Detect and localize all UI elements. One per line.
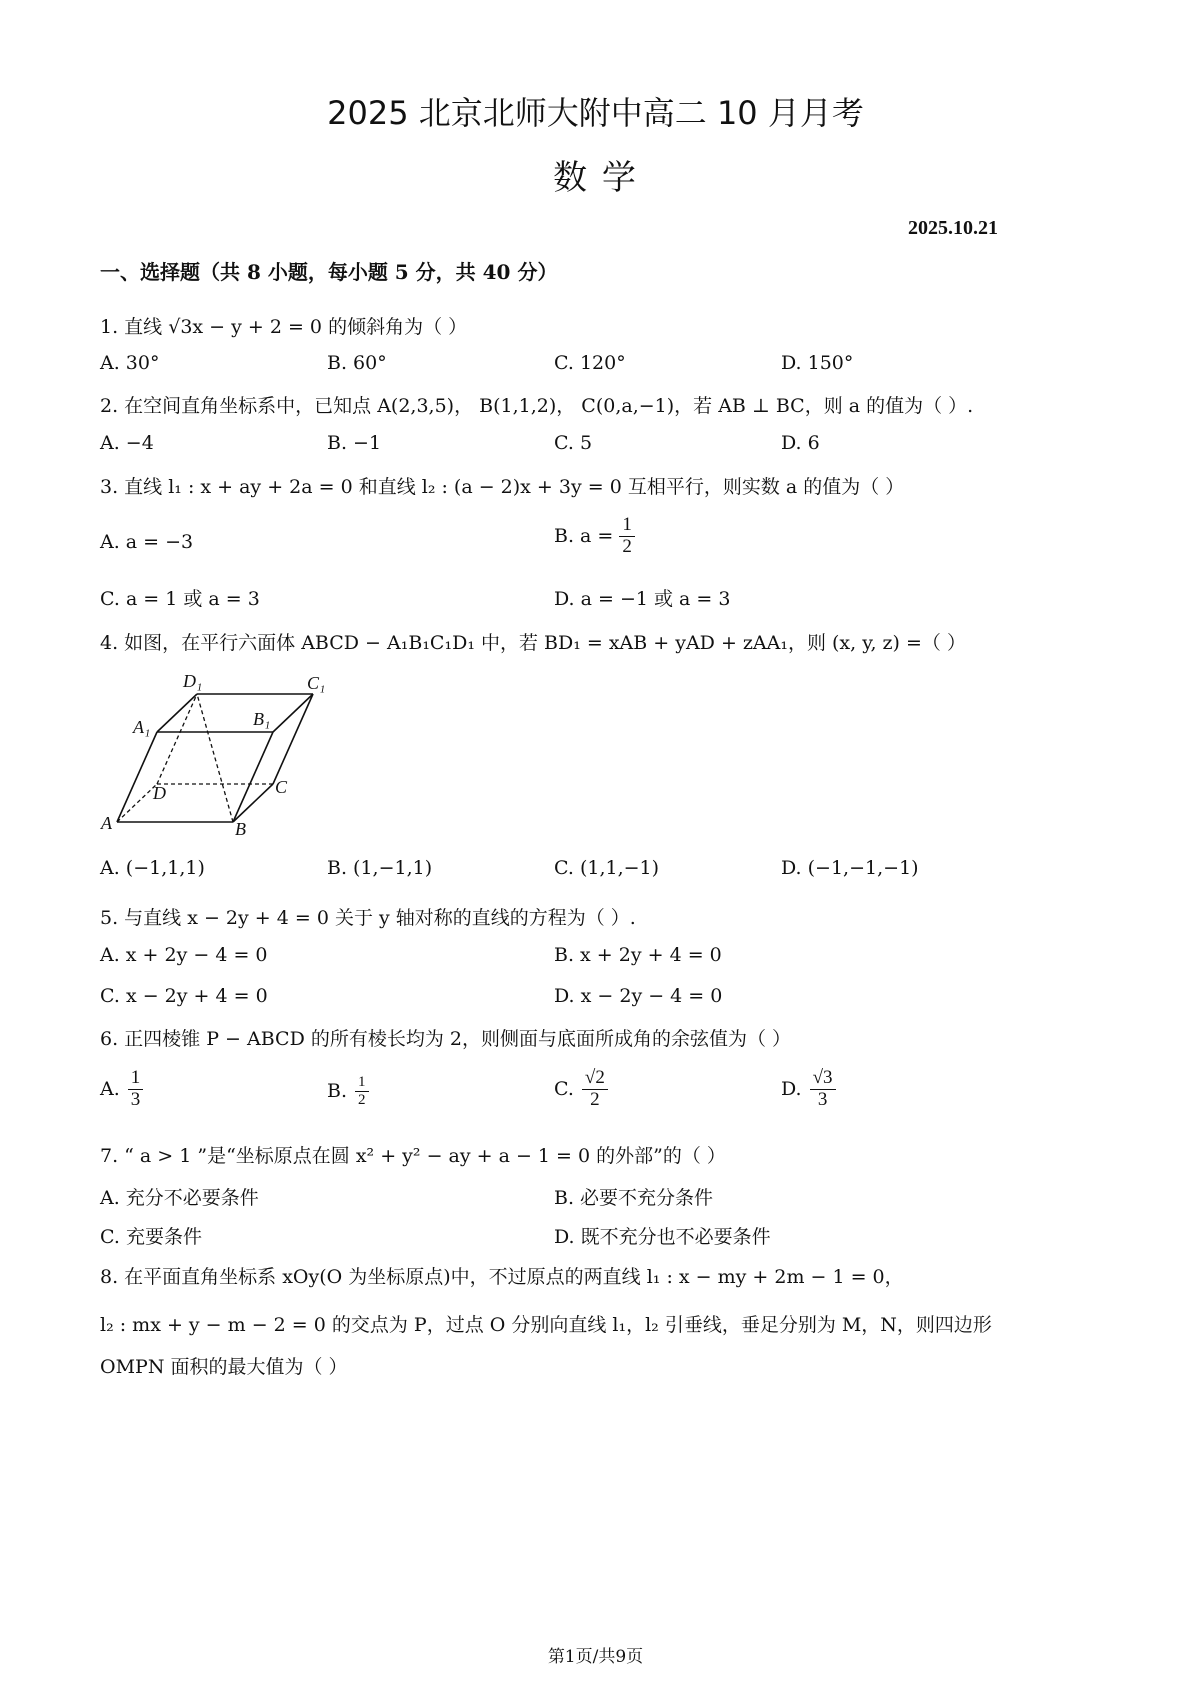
q5-option-b: B. x + 2y + 4 = 0 (554, 944, 722, 966)
q2-option-b: B. −1 (327, 432, 382, 454)
label-A1: A₁ (133, 717, 151, 737)
edge-BC (233, 784, 273, 822)
q4-option-d: D. (−1,−1,−1) (781, 857, 919, 879)
q6-option-c-fraction (582, 1068, 608, 1111)
question-8-stem-line-2: l₂ : mx + y − m − 2 = 0 的交点为 P，过点 O 分别向直线 l₁，l₂ 引垂线，垂足分别为 M，N，则四边形 (100, 1314, 992, 1336)
edge-BB1 (233, 732, 273, 822)
parallelepiped-figure (95, 665, 345, 845)
q6-option-b-letter: B. (327, 1080, 348, 1102)
q1-option-a: A. 30° (100, 352, 160, 374)
question-3-stem: 3. 直线 l₁ : x + ay + 2a = 0 和直线 l₂ : (a − 2)x + 3y = 0 互相平行，则实数 a 的值为（ ） (100, 476, 905, 498)
edge-DD1-hidden (157, 694, 197, 784)
edge-A1D1 (157, 694, 197, 732)
q4-option-b: B. (1,−1,1) (327, 857, 433, 879)
subject-title: 数 学 (553, 158, 638, 198)
q3-option-b-fraction (619, 515, 635, 558)
fraction-denominator: 2 (622, 535, 632, 557)
q2-option-d: D. 6 (781, 432, 820, 454)
q5-option-a: A. x + 2y − 4 = 0 (100, 944, 268, 966)
q3-option-b-label: B. a = (554, 525, 614, 548)
q3-option-c: C. a = 1 或 a = 3 (100, 588, 260, 610)
q7-option-b: B. 必要不充分条件 (554, 1187, 714, 1209)
q5-option-c: C. x − 2y + 4 = 0 (100, 985, 268, 1007)
q7-option-d: D. 既不充分也不必要条件 (554, 1226, 771, 1248)
fraction-denominator: 3 (130, 1088, 141, 1110)
page-number: 第1页/共9页 (547, 1647, 644, 1667)
label-C1: C₁ (307, 673, 326, 693)
q6-option-c (554, 1068, 608, 1111)
q6-option-a-letter: A. (100, 1078, 120, 1101)
question-8-stem-line-1: 8. 在平面直角坐标系 xOy(O 为坐标原点)中，不过原点的两直线 l₁ : x − my + 2m − 1 = 0， (100, 1266, 904, 1288)
q6-option-c-letter: C. (554, 1078, 574, 1101)
q6-option-d (781, 1068, 836, 1111)
q3-option-a: A. a = −3 (100, 531, 194, 553)
fraction-numerator: 1 (128, 1068, 144, 1090)
q1-option-c: C. 120° (554, 352, 626, 374)
fraction-numerator: 1 (355, 1074, 369, 1092)
q2-option-c: C. 5 (554, 432, 593, 454)
question-5-stem: 5. 与直线 x − 2y + 4 = 0 关于 y 轴对称的直线的方程为（ ）. (100, 907, 636, 929)
edge-AD-hidden (117, 784, 157, 822)
page-title: 2025 北京北师大附中高二 10 月月考 (327, 94, 864, 132)
section-heading: 一、选择题（共 8 小题，每小题 5 分，共 40 分） (100, 260, 558, 284)
q3-option-d: D. a = −1 或 a = 3 (554, 588, 731, 610)
q7-option-a: A. 充分不必要条件 (100, 1187, 259, 1209)
edge-B1C1 (273, 694, 313, 732)
q6-option-d-fraction (810, 1068, 836, 1111)
edge-CC1 (273, 694, 313, 784)
exam-date: 2025.10.21 (908, 217, 998, 239)
fraction-numerator: 1 (619, 515, 635, 537)
fraction-denominator: 2 (590, 1088, 600, 1110)
fraction-numerator: √2 (582, 1068, 608, 1090)
fraction-numerator: √3 (810, 1068, 836, 1090)
question-6-stem: 6. 正四棱锥 P − ABCD 的所有棱长均为 2，则侧面与底面所成角的余弦值为（ ） (100, 1028, 792, 1050)
question-1-stem: 1. 直线 √3x − y + 2 = 0 的倾斜角为（ ） (100, 316, 468, 338)
label-C: C (275, 777, 288, 797)
fraction-denominator: 2 (358, 1091, 366, 1108)
question-4-stem: 4. 如图，在平行六面体 ABCD − A₁B₁C₁D₁ 中，若 BD₁ = xAB + yAD + zAA₁，则 (x, y, z) =（ ） (100, 632, 966, 654)
label-D: D (153, 783, 166, 803)
q7-option-c: C. 充要条件 (100, 1226, 202, 1248)
q4-option-c: C. (1,1,−1) (554, 857, 660, 879)
question-2-stem: 2. 在空间直角坐标系中，已知点 A(2,3,5)， B(1,1,2)， C(0,a,−1)，若 AB ⊥ BC，则 a 的值为（ ）. (100, 395, 974, 417)
fraction-denominator: 3 (817, 1088, 828, 1110)
edge-AA1 (117, 732, 157, 822)
q4-option-a: A. (−1,1,1) (100, 857, 205, 879)
label-D1: D₁ (183, 671, 203, 691)
q1-option-d: D. 150° (781, 352, 854, 374)
q6-option-b (327, 1074, 369, 1108)
diagonal-BD1 (197, 694, 233, 822)
q6-option-a-fraction (128, 1068, 144, 1111)
question-8-stem-line-3: OMPN 面积的最大值为（ ） (100, 1356, 348, 1378)
q6-option-d-letter: D. (781, 1078, 802, 1101)
q1-option-b: B. 60° (327, 352, 387, 374)
q5-option-d: D. x − 2y − 4 = 0 (554, 985, 723, 1007)
q3-option-b (554, 515, 635, 558)
q2-option-a: A. −4 (100, 432, 154, 454)
q6-option-a (100, 1068, 143, 1111)
q6-option-b-fraction (355, 1074, 369, 1108)
label-A: A (101, 813, 112, 833)
question-7-stem: 7. “ a > 1 ”是“坐标原点在圆 x² + y² − ay + a − 1 = 0 的外部”的（ ） (100, 1145, 726, 1167)
label-B: B (235, 819, 246, 839)
label-B1: B₁ (253, 709, 271, 729)
